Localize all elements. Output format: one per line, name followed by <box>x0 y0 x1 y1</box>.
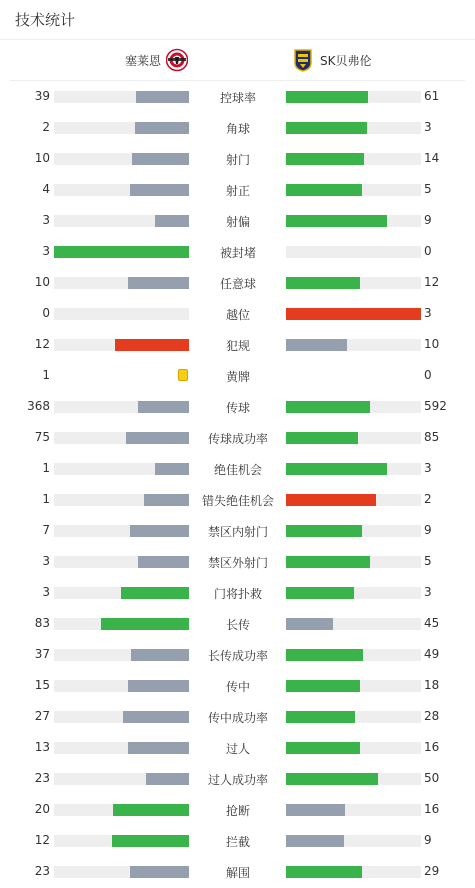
away-stat-value: 50 <box>424 771 440 785</box>
stat-row <box>0 639 475 670</box>
away-stat-bar-track <box>286 711 421 723</box>
home-stat-value: 13 <box>34 740 50 754</box>
away-stat-value: 18 <box>424 678 440 692</box>
home-stat-bar <box>126 432 189 444</box>
home-stat-bar-track <box>54 618 189 630</box>
away-stat-bar-track <box>286 184 421 196</box>
away-stat-bar-track <box>286 246 421 258</box>
away-stat-value: 0 <box>424 244 432 258</box>
home-stat-value: 1 <box>42 492 50 506</box>
home-stat-bar <box>130 525 189 537</box>
stat-row <box>0 81 475 112</box>
away-stat-value: 2 <box>424 492 432 506</box>
away-stat-value: 16 <box>424 740 440 754</box>
home-stat-value: 20 <box>34 802 50 816</box>
home-stat-bar <box>131 649 189 661</box>
away-stat-bar <box>286 494 376 506</box>
stat-label: 长传成功率 <box>207 649 268 663</box>
away-stat-bar-track <box>286 432 421 444</box>
away-team-name: SK贝弗伦 <box>320 53 372 68</box>
home-stat-bar-track <box>54 866 189 878</box>
away-stat-bar-track <box>286 835 421 847</box>
stat-row <box>0 329 475 360</box>
home-stat-value: 3 <box>42 244 50 258</box>
away-stat-bar <box>286 711 355 723</box>
stat-row <box>0 794 475 825</box>
home-stat-value: 7 <box>42 523 50 537</box>
home-stat-bar-track <box>54 122 189 134</box>
stat-label: 黄牌 <box>225 370 250 384</box>
home-stat-bar <box>128 680 189 692</box>
away-stat-bar-track <box>286 91 421 103</box>
home-stat-value: 3 <box>42 585 50 599</box>
away-stat-bar <box>286 184 362 196</box>
away-stat-bar-track <box>286 525 421 537</box>
away-stat-value: 0 <box>424 368 432 382</box>
home-team-name: 塞莱恩 <box>125 53 162 68</box>
home-stat-bar-track <box>54 587 189 599</box>
away-stat-bar-track <box>286 742 421 754</box>
home-stat-bar <box>130 184 189 196</box>
home-team[interactable] <box>125 40 188 80</box>
away-stat-bar-track <box>286 401 421 413</box>
away-stat-value: 3 <box>424 585 432 599</box>
away-stat-value: 5 <box>424 182 432 196</box>
away-stat-bar <box>286 742 360 754</box>
away-stat-value: 61 <box>424 89 440 103</box>
away-stat-value: 49 <box>424 647 440 661</box>
away-stat-bar-track <box>286 649 421 661</box>
away-stat-bar-track <box>286 773 421 785</box>
stat-label: 越位 <box>225 308 250 322</box>
away-stat-bar-track <box>286 463 421 475</box>
away-stat-value: 3 <box>424 120 432 134</box>
away-team[interactable] <box>292 40 372 80</box>
away-stat-bar <box>286 91 368 103</box>
stat-label: 任意球 <box>219 277 256 291</box>
away-stat-value: 9 <box>424 833 432 847</box>
away-stat-bar-track <box>286 804 421 816</box>
away-stat-value: 9 <box>424 213 432 227</box>
away-stat-bar <box>286 804 345 816</box>
away-stat-bar-track <box>286 587 421 599</box>
home-stat-value: 15 <box>34 678 50 692</box>
home-stat-value: 27 <box>34 709 50 723</box>
away-stat-bar-track <box>286 556 421 568</box>
stat-label: 错失绝佳机会 <box>201 494 274 508</box>
stat-row <box>0 360 475 391</box>
home-stat-bar-track <box>54 91 189 103</box>
stat-row <box>0 856 475 887</box>
away-stat-bar-track <box>286 618 421 630</box>
home-stat-value: 39 <box>34 89 50 103</box>
home-stat-value: 12 <box>34 833 50 847</box>
home-stat-value: 12 <box>34 337 50 351</box>
away-stat-bar <box>286 122 367 134</box>
away-stat-bar <box>286 308 421 320</box>
away-stat-value: 10 <box>424 337 440 351</box>
home-stat-bar-track <box>54 215 189 227</box>
away-stat-bar-track <box>286 339 421 351</box>
stat-label: 拦截 <box>225 835 250 849</box>
home-stat-bar-track <box>54 494 189 506</box>
page-title: 技术统计 <box>15 11 76 29</box>
home-stat-bar <box>128 742 189 754</box>
home-stat-bar <box>128 277 189 289</box>
away-stat-value: 3 <box>424 306 432 320</box>
away-stat-bar <box>286 587 354 599</box>
stat-row <box>0 205 475 236</box>
home-stat-bar-track <box>54 680 189 692</box>
away-stat-value: 28 <box>424 709 440 723</box>
home-stat-bar <box>113 804 189 816</box>
away-stat-bar <box>286 835 344 847</box>
home-stat-bar <box>144 494 189 506</box>
home-stat-bar <box>132 153 189 165</box>
away-stat-value: 16 <box>424 802 440 816</box>
home-stat-bar-track <box>54 246 189 258</box>
home-stat-value: 23 <box>34 771 50 785</box>
away-stat-bar <box>286 525 362 537</box>
away-stat-bar-track <box>286 122 421 134</box>
stat-row <box>0 701 475 732</box>
home-stat-bar <box>130 866 189 878</box>
stat-row <box>0 484 475 515</box>
stats-list <box>0 81 475 887</box>
stat-row <box>0 825 475 856</box>
home-stat-value: 10 <box>34 275 50 289</box>
home-stat-bar <box>135 122 189 134</box>
away-stat-bar-track <box>286 215 421 227</box>
away-stat-value: 12 <box>424 275 440 289</box>
stat-label: 射偏 <box>225 215 250 229</box>
stat-row <box>0 732 475 763</box>
stat-label: 门将扑救 <box>213 587 262 601</box>
yellow-card-icon <box>178 369 188 381</box>
away-stat-bar <box>286 277 360 289</box>
home-stat-value: 2 <box>42 120 50 134</box>
stat-row <box>0 112 475 143</box>
stat-label: 过人 <box>225 742 250 756</box>
teams-bar <box>10 40 465 81</box>
away-stat-bar <box>286 153 364 165</box>
home-stat-value: 1 <box>42 461 50 475</box>
home-stat-bar-track <box>54 711 189 723</box>
home-stat-bar-track <box>54 153 189 165</box>
away-stat-bar-track <box>286 494 421 506</box>
stat-label: 传球 <box>225 401 250 415</box>
home-stat-bar <box>146 773 189 785</box>
stat-row <box>0 391 475 422</box>
stat-label: 禁区内射门 <box>207 525 268 539</box>
home-stat-value: 368 <box>27 399 50 413</box>
home-stat-bar-track <box>54 401 189 413</box>
stat-label: 解围 <box>225 866 250 880</box>
away-stat-bar <box>286 556 370 568</box>
stat-label: 犯规 <box>225 339 250 353</box>
stat-label: 射正 <box>225 184 250 198</box>
stat-label: 被封堵 <box>219 246 256 260</box>
home-stat-bar-track <box>54 742 189 754</box>
home-team-crest-icon <box>166 48 188 72</box>
home-stat-bar-track <box>54 649 189 661</box>
home-stat-value: 83 <box>34 616 50 630</box>
home-stat-bar <box>136 91 189 103</box>
stat-label: 控球率 <box>219 91 256 105</box>
stat-label: 禁区外射门 <box>207 556 268 570</box>
home-stat-bar-track <box>54 835 189 847</box>
home-stat-bar-track <box>54 804 189 816</box>
home-stat-bar <box>112 835 189 847</box>
away-stat-bar-track <box>286 680 421 692</box>
away-stat-bar <box>286 680 360 692</box>
stat-row <box>0 174 475 205</box>
away-stat-bar-track <box>286 866 421 878</box>
home-stat-value: 0 <box>42 306 50 320</box>
away-stat-bar <box>286 618 333 630</box>
stat-label: 过人成功率 <box>207 773 268 787</box>
home-stat-bar <box>123 711 189 723</box>
stat-row <box>0 670 475 701</box>
away-stat-bar <box>286 649 363 661</box>
away-stat-value: 14 <box>424 151 440 165</box>
home-stat-bar <box>54 246 189 258</box>
home-stat-bar <box>101 618 189 630</box>
home-stat-value: 23 <box>34 864 50 878</box>
away-stat-value: 29 <box>424 864 440 878</box>
away-stat-bar-track <box>286 308 421 320</box>
home-stat-bar <box>115 339 189 351</box>
away-stat-bar-track <box>286 277 421 289</box>
home-stat-bar-track <box>54 773 189 785</box>
home-stat-bar <box>138 556 189 568</box>
away-stat-bar <box>286 432 358 444</box>
home-stat-value: 4 <box>42 182 50 196</box>
stat-row <box>0 608 475 639</box>
stat-row <box>0 515 475 546</box>
away-stat-bar <box>286 215 387 227</box>
home-stat-value: 37 <box>34 647 50 661</box>
home-stat-bar-track <box>54 525 189 537</box>
stat-row <box>0 267 475 298</box>
stat-row <box>0 236 475 267</box>
home-stat-bar-track <box>54 339 189 351</box>
home-stat-bar-track <box>54 277 189 289</box>
home-stat-bar-track <box>54 308 189 320</box>
home-stat-bar-track <box>54 556 189 568</box>
home-stat-value: 10 <box>34 151 50 165</box>
away-stat-bar <box>286 866 362 878</box>
away-stat-bar <box>286 339 347 351</box>
home-stat-bar <box>155 463 189 475</box>
stats-header <box>0 0 475 40</box>
away-stat-bar <box>286 401 370 413</box>
away-stat-bar-track <box>286 153 421 165</box>
home-stat-value: 3 <box>42 213 50 227</box>
stat-row <box>0 453 475 484</box>
home-stat-bar-track <box>54 432 189 444</box>
stat-label: 长传 <box>225 618 250 632</box>
home-stat-value: 75 <box>34 430 50 444</box>
stat-label: 绝佳机会 <box>213 463 262 477</box>
home-stat-bar <box>121 587 189 599</box>
stat-label: 角球 <box>225 122 250 136</box>
away-stat-bar <box>286 773 378 785</box>
stat-label: 抢断 <box>225 804 250 818</box>
home-stat-bar <box>138 401 189 413</box>
away-stat-bar <box>286 463 387 475</box>
stat-row <box>0 763 475 794</box>
home-stat-value: 1 <box>42 368 50 382</box>
stat-label: 传中成功率 <box>207 711 268 725</box>
away-stat-value: 3 <box>424 461 432 475</box>
home-stat-bar <box>155 215 189 227</box>
stat-label: 射门 <box>225 153 250 167</box>
stat-label: 传中 <box>225 680 250 694</box>
stat-row <box>0 422 475 453</box>
stat-row <box>0 577 475 608</box>
away-stat-value: 85 <box>424 430 440 444</box>
stat-row <box>0 298 475 329</box>
away-stat-value: 592 <box>424 399 447 413</box>
stat-label: 传球成功率 <box>207 432 268 446</box>
home-stat-value: 3 <box>42 554 50 568</box>
stat-row <box>0 143 475 174</box>
away-team-crest-icon <box>292 48 314 72</box>
stat-row <box>0 546 475 577</box>
home-stat-bar-track <box>54 463 189 475</box>
away-stat-value: 9 <box>424 523 432 537</box>
away-stat-value: 5 <box>424 554 432 568</box>
away-stat-value: 45 <box>424 616 440 630</box>
home-stat-bar-track <box>54 184 189 196</box>
